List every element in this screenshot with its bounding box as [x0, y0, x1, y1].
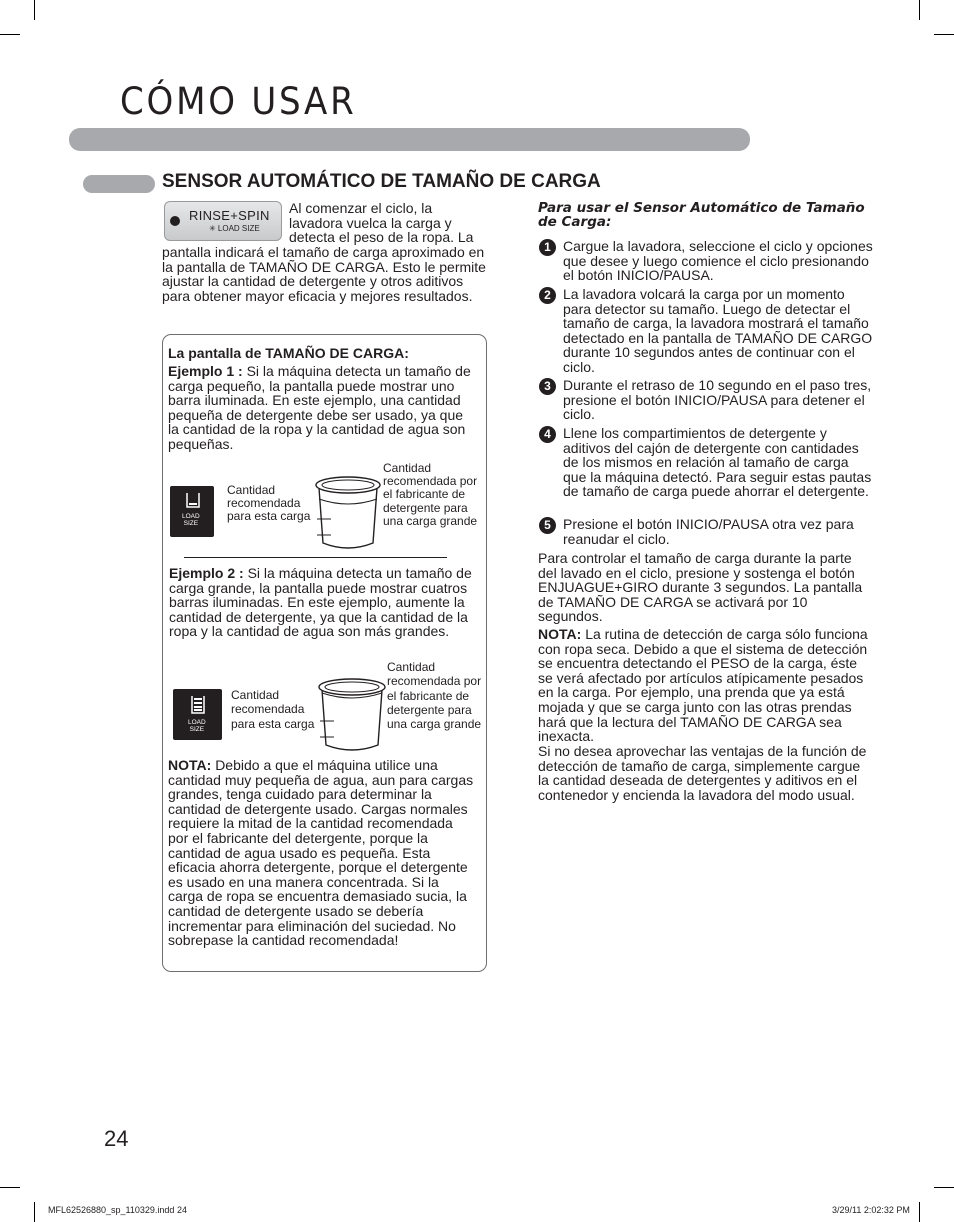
- right-note-text: La rutina de detección de carga sólo funciona con ropa seca. Debido a que el sistema de detección se encuentra detectando el PESO de la carga, éste se verá afectado por artículos atípicamente pesados en la carga. Por ejemplo, una prenda que ya está mojada y que se carga junto con las otras prendas hará que la lectura del TAMAÑO DE CARGA sea inexacta.: [538, 626, 868, 745]
- page-title: CÓMO USAR: [120, 80, 357, 123]
- box-note-label: NOTA:: [168, 757, 212, 773]
- footer-file-name: MFL62526880_sp_110329.indd 24: [48, 1205, 187, 1215]
- indicator-dot-icon: [170, 216, 180, 226]
- crop-mark: [934, 34, 954, 35]
- panel-load-label: LOAD: [182, 513, 200, 520]
- title-bar: [69, 128, 750, 151]
- step-4-text: Llene los compartimientos de detergente y aditivos del cajón de detergente con cantidades de los mismos en relación al tamaño de carga que la máquina detectó. Para seguir estas pautas de tamaño de carga puede ahorrar el detergente.: [563, 425, 872, 500]
- caption-manufacturer-recommendation: Cantidad recomendada por el fabricante de detergente para una carga grande: [383, 461, 478, 528]
- right-note-label: NOTA:: [538, 626, 582, 642]
- control-load-size-paragraph: Para controlar el tamaño de carga durante la parte del lavado en el ciclo, presione y sostenga el botón ENJUAGUE+GIRO durante 3 segundos. La pantalla de TAMAÑO DE CARGA se activará por 10 segundos.: [538, 550, 863, 625]
- intro-text-continued: pantalla indicará el tamaño de carga aproximado en la pantalla de TAMAÑO DE CARGA. Esto le permite ajustar la cantidad de detergente y otros aditivos para obtener mayor eficacia y mejores resultados.: [162, 244, 486, 304]
- load-size-panel-2: [173, 689, 222, 740]
- crop-mark: [934, 1187, 954, 1188]
- rinse-spin-label: RINSE+SPIN: [189, 208, 270, 223]
- instructions-heading: Para usar el Sensor Automático de Tamaño de Carga:: [538, 200, 865, 230]
- caption-recommended-this-load: Cantidad recomendada para esta carga: [231, 688, 315, 731]
- example-2: [169, 566, 474, 639]
- example-2-text: Si la máquina detecta un tamaño de carga grande, la pantalla puede mostrar cuatros barras iluminadas. En este ejemplo, aumente la cantidad de detergente, ya que la cantidad de la ropa y la cantidad de agua son más grandes.: [169, 565, 472, 640]
- crop-mark: [919, 0, 920, 20]
- load-size-display-box: [162, 334, 487, 972]
- example-2-label: Ejemplo 2 :: [169, 565, 244, 581]
- section-marker: [83, 175, 155, 193]
- caption-manufacturer-recommendation: Cantidad recomendada por el fabricante de detergente para una carga grande: [387, 660, 482, 732]
- step-2-text: La lavadora volcará la carga por un momento para detector su tamaño. Luego de detectar el tamaño de carga, la lavadora mostrará el tamaño detectado en la pantalla de TAMAÑO DE CARGO durante 10 segundos antes de continuar con el ciclo.: [563, 286, 873, 375]
- manual-detergent-paragraph: Si no desea aprovechar las ventajas de la función de detección de tamaño de carga, simplemente cargue la cantidad deseada de detergentes y aditivos en el contenedor y encienda la lavadora del modo usual.: [538, 743, 867, 803]
- step-2-number: 2: [539, 287, 556, 304]
- box-heading: La pantalla de TAMAÑO DE CARGA:: [168, 345, 409, 361]
- step-5-number: 5: [539, 517, 556, 534]
- divider: [184, 557, 447, 558]
- panel-size-label: SIZE: [183, 520, 199, 527]
- detergent-cup-icon: [316, 677, 388, 757]
- step-5-text: Presione el botón INICIO/PAUSA otra vez para reanudar el ciclo.: [563, 516, 854, 547]
- intro-text: Al comenzar el ciclo, la lavadora vuelca la carga y detecta el peso de la ropa. La: [289, 200, 474, 246]
- crop-mark: [0, 1187, 20, 1188]
- panel-size-label: SIZE: [189, 726, 205, 733]
- page-number: 24: [104, 1126, 129, 1151]
- step-1-text: Cargue la lavadora, seleccione el ciclo y opciones que desee y luego comience el ciclo presionando el botón INICIO/PAUSA.: [563, 238, 873, 284]
- crop-mark: [34, 1202, 35, 1222]
- footer-timestamp: 3/29/11 2:02:32 PM: [832, 1205, 910, 1215]
- crop-mark: [0, 34, 20, 35]
- step-4-number: 4: [539, 426, 556, 443]
- detergent-cup-icon: [313, 475, 383, 555]
- rinse-spin-button-illustration: [164, 201, 282, 241]
- example-1-text: Si la máquina detecta un tamaño de carga pequeño, la pantalla puede mostrar uno barra iluminada. En este ejemplo, una cantidad pequeña de detergente debe ser usado, ya que la cantidad de la ropa y la cantidad de agua son pequeñas.: [168, 363, 471, 452]
- step-3-text: Durante el retraso de 10 segundo en el paso tres, presione el botón INICIO/PAUSA para detener el ciclo.: [563, 377, 872, 423]
- step-3-number: 3: [539, 378, 556, 395]
- box-note: [168, 758, 475, 948]
- crop-mark: [919, 1202, 920, 1222]
- box-note-text: Debido a que el máquina utilice una cantidad muy pequeña de agua, aun para cargas grandes, tenga cuidado para determinar la cantidad de detergente usado. Cargas normales requiere la mitad de la cantidad recomendada por el fabricante del detergente, porque la cantidad de agua usado es pequeña. Esta eficacia ahorra detergente, porque el detergente es usado en una manera concentrada. Si la carga de ropa se encuentra demasiado sucia, la cantidad de detergente usado se debería incrementar para eliminación del suciedad. No sobrepase la cantidad recomendada!: [168, 757, 474, 949]
- load-size-label: ✳ LOAD SIZE: [209, 224, 260, 233]
- caption-recommended-this-load: Cantidad recomendada para esta carga: [227, 483, 311, 524]
- load-size-panel-1: [170, 486, 214, 537]
- example-1-label: Ejemplo 1 :: [168, 363, 243, 379]
- example-1: [168, 364, 473, 452]
- right-note: [538, 627, 873, 744]
- section-title: SENSOR AUTOMÁTICO DE TAMAÑO DE CARGA: [162, 171, 601, 192]
- crop-mark: [34, 0, 35, 20]
- panel-load-label: LOAD: [188, 719, 206, 726]
- load-size-bars-icon: [170, 486, 214, 537]
- step-1-number: 1: [539, 239, 556, 256]
